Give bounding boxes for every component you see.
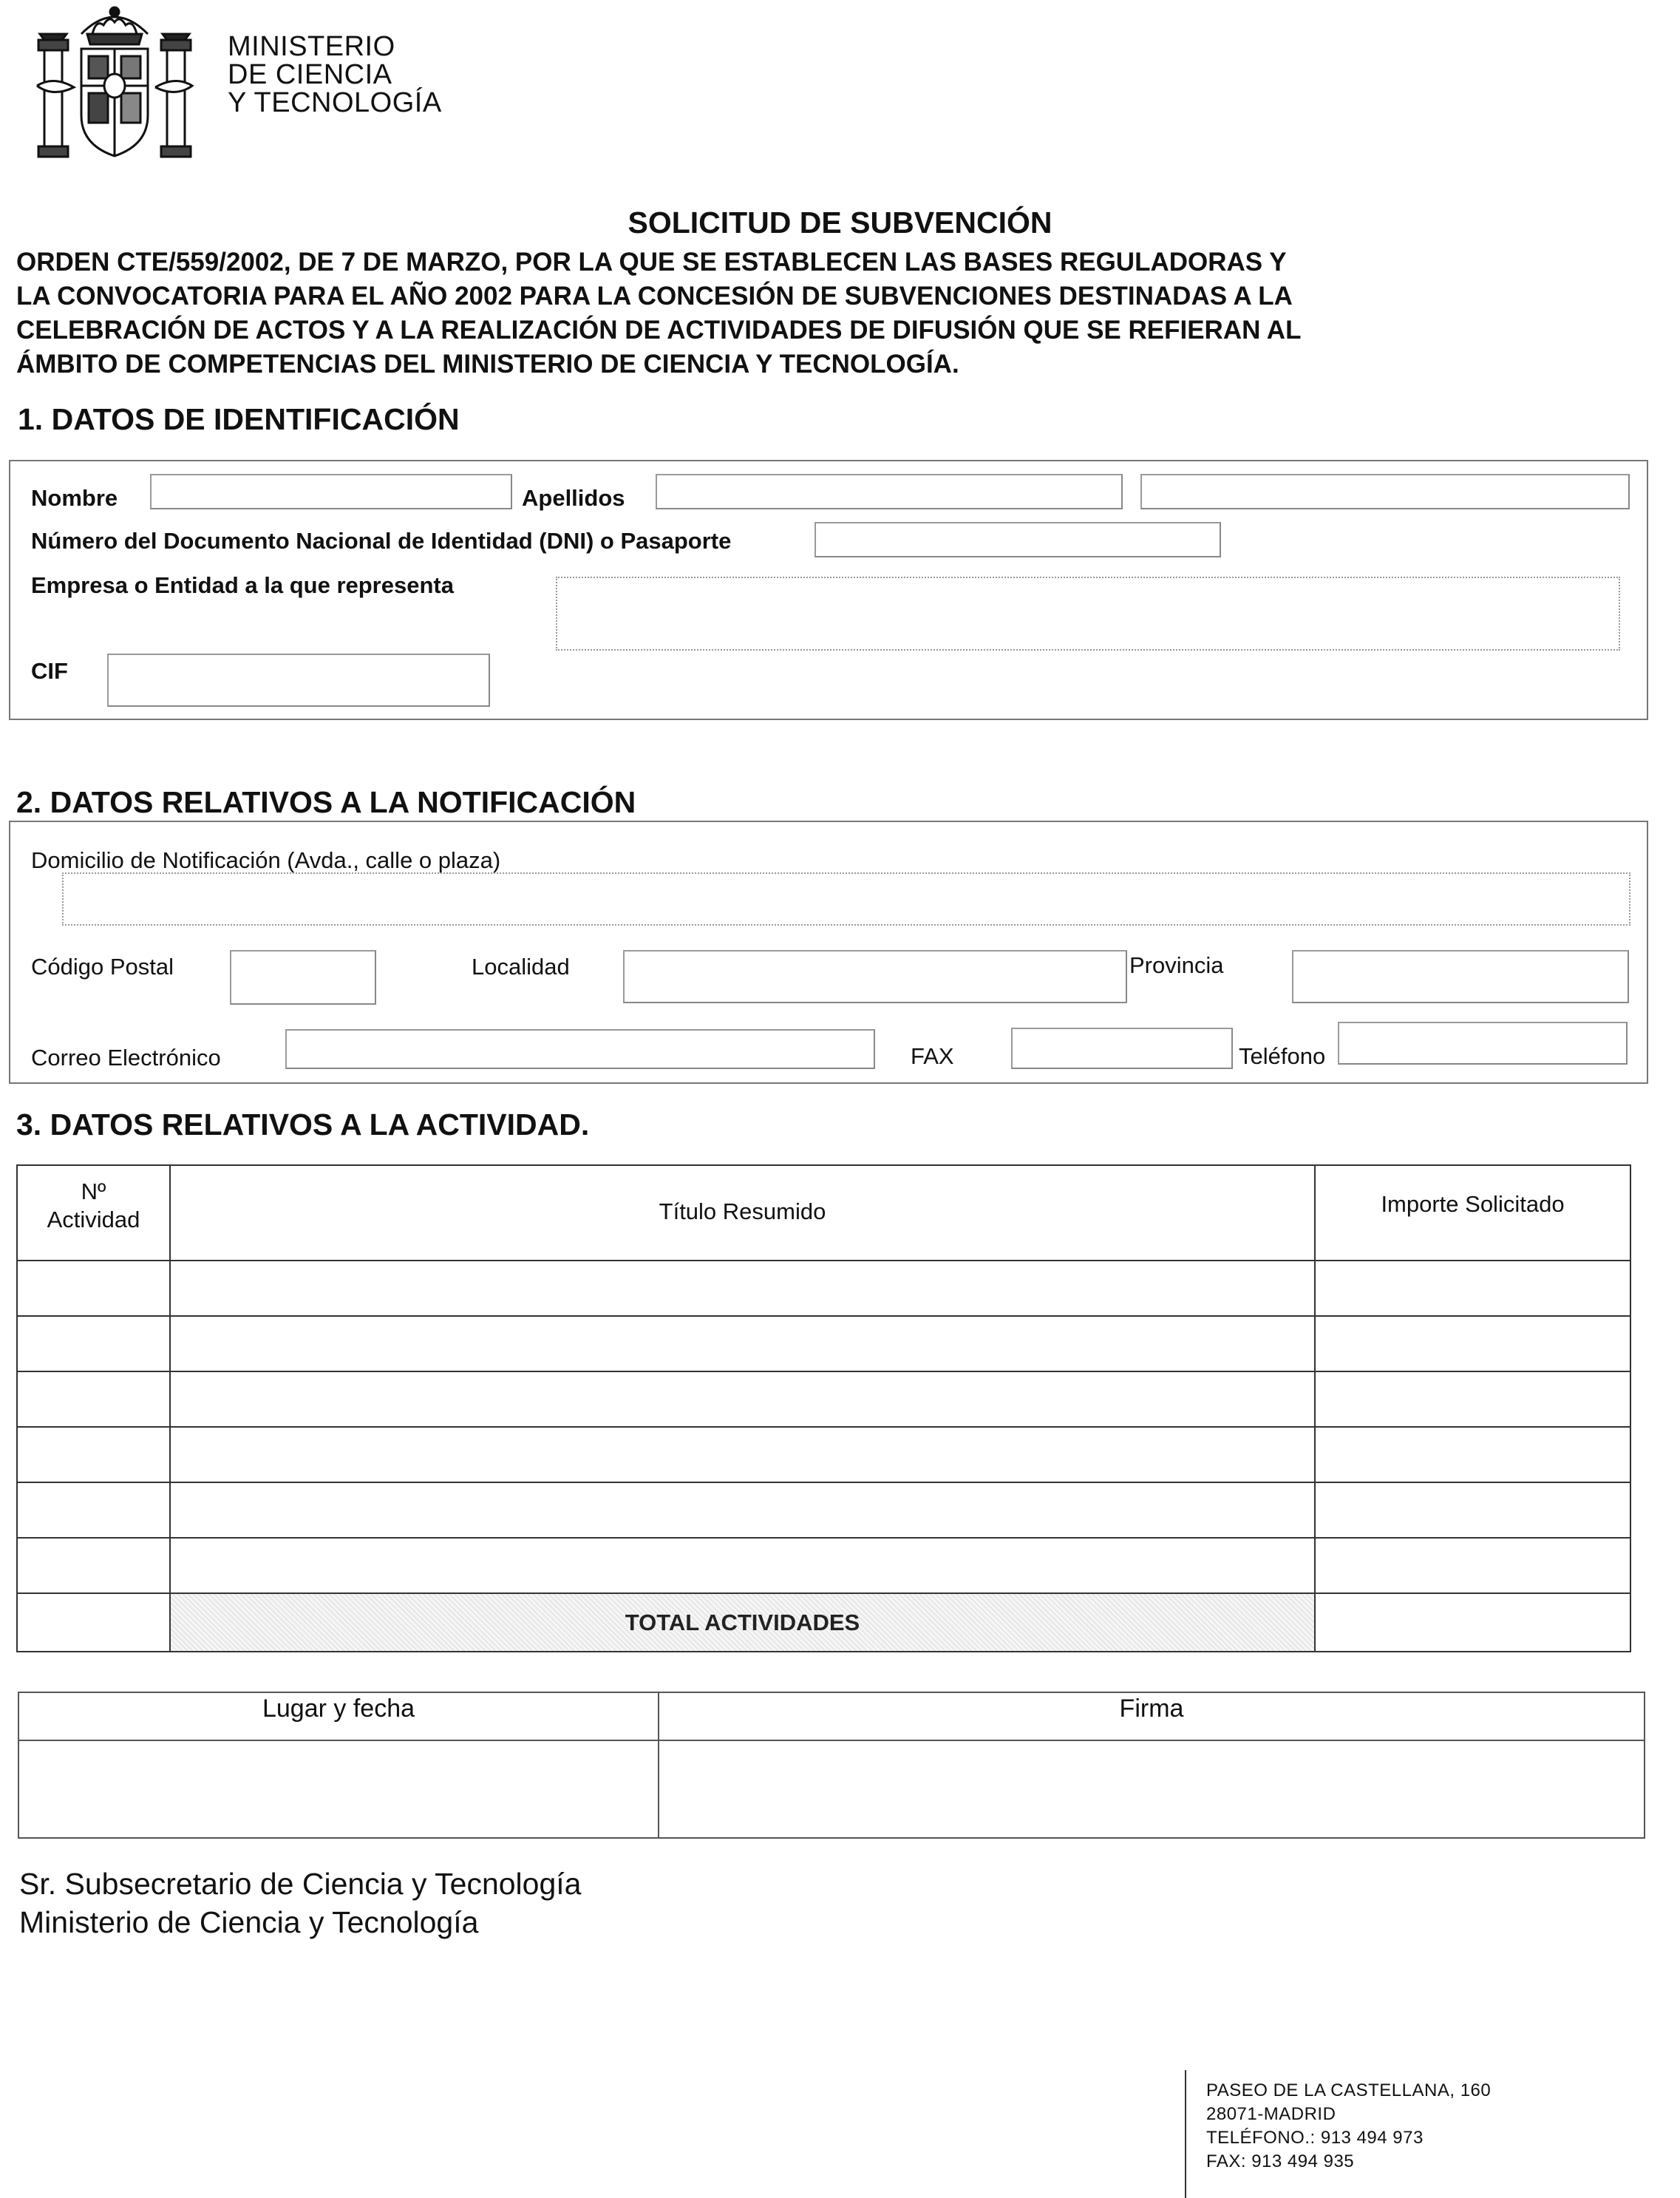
apellido-2-field[interactable] [1140,474,1630,509]
importe-cell[interactable] [1315,1261,1630,1316]
apellido-1-field[interactable] [656,474,1123,509]
domicilio-label: Domicilio de Notificación (Avda., calle o plaza) [31,847,501,873]
page-title: SOLICITUD DE SUBVENCIÓN [628,206,1052,240]
total-row [17,1593,1630,1652]
nombre-field[interactable] [150,474,512,509]
domicilio-field[interactable] [62,872,1630,926]
lugar-fecha-label: Lugar y fecha [18,1692,659,1740]
dni-label: Número del Documento Nacional de Identidad (DNI) o Pasaporte [31,528,732,554]
order-description [16,245,1605,381]
footer-address [1206,2079,1491,2174]
table-row [17,1538,1630,1593]
footer-divider [1185,2070,1186,2198]
num-cell[interactable] [17,1427,170,1482]
ministry-line-1: MINISTERIO [228,31,395,62]
empresa-label: Empresa o Entidad a la que representa [31,572,454,598]
num-cell[interactable] [17,1371,170,1427]
importe-cell[interactable] [1315,1482,1630,1538]
codigo-postal-field[interactable] [230,950,376,1005]
coat-of-arms-icon [30,4,200,166]
ministry-line-2: DE CIENCIA [228,59,392,90]
footer-line-4: FAX: 913 494 935 [1206,2151,1355,2171]
col-num-actividad [17,1165,170,1261]
nombre-label: Nombre [31,485,118,511]
table-row [17,1261,1630,1316]
ministry-line-3: Y TECNOLOGÍA [228,87,442,118]
importe-cell[interactable] [1315,1371,1630,1427]
firma-label: Firma [659,1692,1645,1740]
importe-cell[interactable] [1315,1538,1630,1593]
titulo-cell[interactable] [170,1538,1315,1593]
section-2-title: 2. DATOS RELATIVOS A LA NOTIFICACIÓN [16,785,636,819]
apellidos-label: Apellidos [522,485,625,511]
correo-field[interactable] [285,1029,875,1069]
fax-field[interactable] [1011,1028,1233,1069]
col-importe-solicitado [1315,1165,1630,1261]
addressee-line-2: Ministerio de Ciencia y Tecnología [19,1905,479,1939]
order-line-2: LA CONVOCATORIA PARA EL AÑO 2002 PARA LA CONCESIÓN DE SUBVENCIONES DESTINADAS A LA [16,282,1293,311]
col-importe-label: Importe Solicitado [1381,1190,1565,1217]
fax-label: FAX [911,1043,954,1069]
importe-cell[interactable] [1315,1316,1630,1371]
localidad-label: Localidad [472,954,570,980]
table-row [17,1371,1630,1427]
importe-cell[interactable] [1315,1427,1630,1482]
total-importe-cell[interactable] [1315,1593,1630,1652]
provincia-field[interactable] [1292,950,1629,1003]
codigo-postal-label: Código Postal [31,954,174,980]
total-label: TOTAL ACTIVIDADES [170,1593,1315,1652]
footer-line-1: PASEO DE LA CASTELLANA, 160 [1206,2080,1492,2100]
section-3-title: 3. DATOS RELATIVOS A LA ACTIVIDAD. [16,1108,590,1142]
col-titulo-label: Título Resumido [659,1198,826,1224]
addressee-line-1: Sr. Subsecretario de Ciencia y Tecnología [19,1867,582,1901]
footer-line-2: 28071-MADRID [1206,2104,1336,2124]
signature-header-row [18,1692,1645,1740]
table-row [17,1316,1630,1371]
dni-field[interactable] [815,522,1221,557]
col-num-line-1: Nº [81,1178,106,1204]
localidad-field[interactable] [623,950,1127,1003]
provincia-label: Provincia [1129,952,1224,978]
titulo-cell[interactable] [170,1316,1315,1371]
num-cell[interactable] [17,1316,170,1371]
col-num-line-2: Actividad [47,1206,140,1232]
order-line-4: ÁMBITO DE COMPETENCIAS DEL MINISTERIO DE CIENCIA Y TECNOLOGÍA. [16,350,959,379]
titulo-cell[interactable] [170,1427,1315,1482]
titulo-cell[interactable] [170,1371,1315,1427]
table-row [17,1427,1630,1482]
cif-label: CIF [31,658,68,684]
signature-body-row [18,1740,1645,1838]
firma-field[interactable] [659,1740,1645,1838]
num-cell[interactable] [17,1538,170,1593]
ministry-name [228,33,442,117]
order-line-3: CELEBRACIÓN DE ACTOS Y A LA REALIZACIÓN DE ACTIVIDADES DE DIFUSIÓN QUE SE REFIERAN AL [16,316,1302,345]
empresa-field[interactable] [556,577,1620,651]
telefono-field[interactable] [1338,1022,1628,1065]
titulo-cell[interactable] [170,1261,1315,1316]
lugar-fecha-field[interactable] [18,1740,659,1838]
total-empty-cell [17,1593,170,1652]
correo-label: Correo Electrónico [31,1045,221,1071]
num-cell[interactable] [17,1482,170,1538]
telefono-label: Teléfono [1239,1043,1326,1069]
order-line-1: ORDEN CTE/559/2002, DE 7 DE MARZO, POR LA QUE SE ESTABLECEN LAS BASES REGULADORAS Y [16,248,1287,277]
table-row [17,1482,1630,1538]
activities-table [16,1164,1631,1652]
signature-table [18,1692,1645,1839]
titulo-cell[interactable] [170,1482,1315,1538]
num-cell[interactable] [17,1261,170,1316]
cif-field[interactable] [107,654,490,707]
addressee [19,1865,581,1941]
table-header-row [17,1165,1630,1261]
col-titulo-resumido [170,1165,1315,1261]
footer-line-3: TELÉFONO.: 913 494 973 [1206,2128,1424,2148]
section-1-title: 1. DATOS DE IDENTIFICACIÓN [18,402,460,436]
